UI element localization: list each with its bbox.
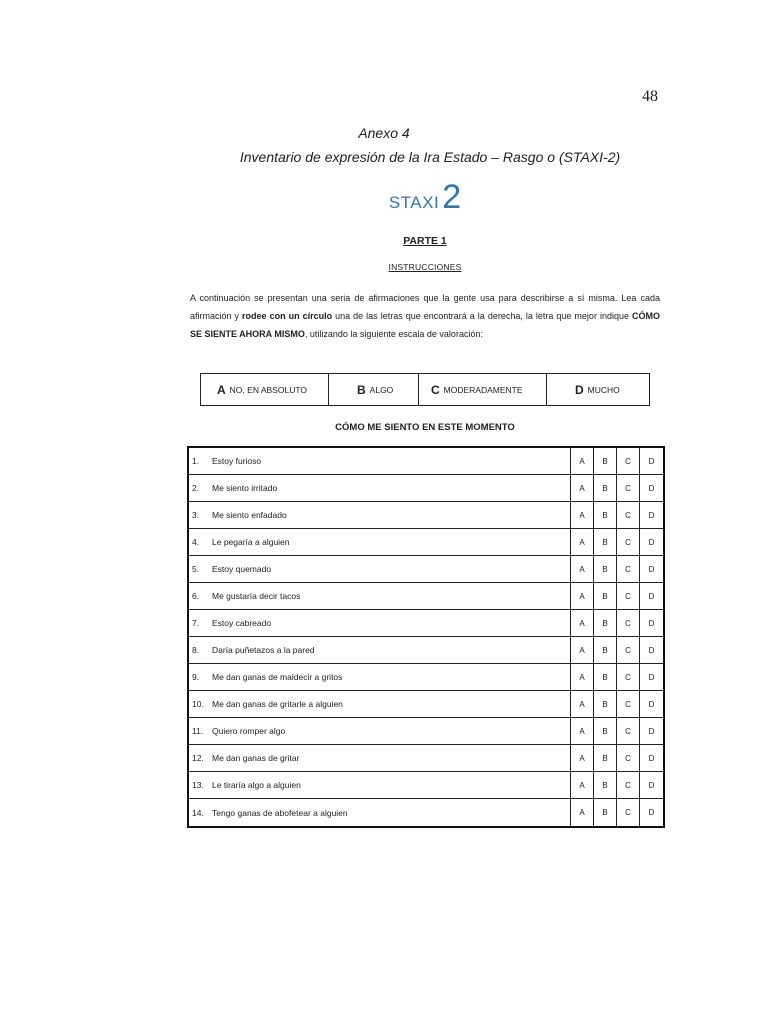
staxi-logo: [0, 178, 768, 217]
option-d-cell[interactable]: D: [648, 645, 655, 655]
item-text: Daría puñetazos a la pared: [212, 645, 315, 655]
scale-letter: C: [431, 382, 440, 397]
item-statement: [189, 745, 571, 771]
option-b-cell[interactable]: B: [594, 529, 617, 555]
page-number: 48: [642, 88, 658, 105]
option-b-cell[interactable]: B: [594, 718, 617, 744]
table-title: CÓMO ME SIENTO EN ESTE MOMENTO: [335, 422, 515, 433]
option-b-cell[interactable]: B: [594, 556, 617, 582]
item-number: 10.: [192, 699, 204, 709]
table-row: [189, 583, 663, 610]
option-a-cell[interactable]: A: [571, 637, 594, 663]
item-number: 11.: [192, 726, 204, 736]
option-a-cell[interactable]: A: [571, 583, 594, 609]
table-row: [189, 637, 663, 664]
logo-text: STAXI: [388, 193, 440, 212]
item-number: 1.: [192, 456, 200, 466]
item-number: 3.: [192, 510, 200, 520]
table-row: [189, 799, 663, 826]
scale-option-c: [419, 374, 547, 405]
option-c-cell[interactable]: C: [617, 799, 640, 826]
item-statement: [189, 448, 571, 474]
scale-label: NO, EN ABSOLUTO: [229, 384, 307, 395]
option-d-cell[interactable]: D: [648, 618, 655, 628]
scale-option-b: [329, 374, 419, 405]
item-statement: [189, 529, 571, 555]
item-statement: [189, 610, 571, 636]
item-number: 13.: [192, 780, 204, 790]
item-text: Le pegaría a alguien: [212, 537, 290, 547]
table-row: [189, 529, 663, 556]
table-row: [189, 502, 663, 529]
option-a-cell[interactable]: A: [571, 529, 594, 555]
scale-label: ALGO: [369, 384, 394, 395]
item-text: Me gustaría decir tacos: [212, 591, 301, 601]
table-row: [189, 448, 663, 475]
item-number: 2.: [192, 483, 200, 493]
instructions-text-2: una de las letras que encontrará a la derecha, la letra que mejor indique: [332, 311, 632, 321]
part-title: PARTE 1: [403, 235, 447, 247]
scale-letter: B: [357, 382, 366, 397]
option-c-cell[interactable]: C: [617, 502, 640, 528]
item-number: 4.: [192, 537, 200, 547]
item-text: Tengo ganas de abofetear a alguien: [212, 807, 348, 818]
table-row: [189, 610, 663, 637]
item-statement: [189, 799, 571, 826]
item-text: Estoy furioso: [212, 456, 262, 466]
annex-subtitle: Inventario de expresión de la Ira Estado – Rasgo o (STAXI-2): [239, 149, 621, 165]
item-statement: [189, 772, 571, 798]
scale-letter: A: [217, 382, 226, 397]
option-d-cell[interactable]: D: [648, 753, 655, 763]
item-text: Le tiraría algo a alguien: [212, 780, 301, 790]
item-statement: [189, 637, 571, 663]
option-c-cell[interactable]: C: [617, 718, 640, 744]
option-d-cell[interactable]: D: [648, 672, 655, 682]
option-c-cell[interactable]: C: [617, 664, 640, 690]
item-text: Quiero romper algo: [212, 726, 286, 736]
option-b-cell[interactable]: B: [594, 583, 617, 609]
option-c-cell[interactable]: C: [617, 610, 640, 636]
option-d-cell[interactable]: D: [648, 564, 655, 574]
instructions-title: INSTRUCCIONES: [388, 262, 462, 272]
option-b-cell[interactable]: B: [594, 772, 617, 798]
option-c-cell[interactable]: C: [617, 529, 640, 555]
item-text: Me siento enfadado: [212, 510, 287, 520]
instructions-bold-2: CÓMO SE SIENTE AHORA MISMO: [190, 311, 660, 339]
item-number: 7.: [192, 618, 200, 628]
option-d-cell[interactable]: D: [648, 780, 655, 790]
item-statement: [189, 583, 571, 609]
option-b-cell[interactable]: B: [594, 610, 617, 636]
option-a-cell[interactable]: A: [571, 502, 594, 528]
item-statement: [189, 475, 571, 501]
option-a-cell[interactable]: A: [571, 745, 594, 771]
option-b-cell[interactable]: B: [594, 448, 617, 474]
items-table: [187, 446, 665, 828]
annex-title: Anexo 4: [358, 125, 410, 141]
option-c-cell[interactable]: C: [617, 637, 640, 663]
option-c-cell[interactable]: C: [617, 583, 640, 609]
item-number: 12.: [192, 753, 204, 763]
option-a-cell[interactable]: A: [571, 475, 594, 501]
option-c-cell[interactable]: C: [617, 475, 640, 501]
option-a-cell[interactable]: A: [571, 718, 594, 744]
option-b-cell[interactable]: B: [594, 799, 617, 826]
item-number: 14.: [192, 807, 204, 818]
option-d-cell[interactable]: D: [648, 808, 655, 817]
item-text: Me siento irritado: [212, 483, 278, 493]
option-c-cell[interactable]: C: [617, 745, 640, 771]
item-number: 5.: [192, 564, 200, 574]
item-statement: [189, 664, 571, 690]
scale-option-a: [201, 374, 329, 405]
option-c-cell[interactable]: C: [617, 772, 640, 798]
option-a-cell[interactable]: A: [571, 610, 594, 636]
option-b-cell[interactable]: B: [594, 637, 617, 663]
table-row: [189, 475, 663, 502]
option-c-cell[interactable]: C: [617, 556, 640, 582]
option-d-cell[interactable]: D: [648, 591, 655, 601]
scale-label: MODERADAMENTE: [443, 384, 523, 395]
option-b-cell[interactable]: B: [594, 475, 617, 501]
item-text: Estoy quemado: [212, 564, 272, 574]
item-text: Me dan ganas de gritarle a alguien: [212, 699, 343, 709]
instructions-bold-1: rodee con un círculo: [242, 311, 333, 321]
item-number: 6.: [192, 591, 200, 601]
option-b-cell[interactable]: B: [594, 691, 617, 717]
rating-scale: [200, 373, 650, 406]
option-b-cell[interactable]: B: [594, 745, 617, 771]
item-statement: [189, 691, 571, 717]
option-d-cell[interactable]: D: [648, 456, 655, 466]
logo-number: 2: [442, 178, 462, 216]
item-statement: [189, 718, 571, 744]
table-row: [189, 664, 663, 691]
option-a-cell[interactable]: A: [571, 799, 594, 826]
option-c-cell[interactable]: C: [617, 691, 640, 717]
option-d-cell[interactable]: D: [648, 510, 655, 520]
option-d-cell[interactable]: D: [648, 699, 655, 709]
table-row: [189, 772, 663, 799]
table-row: [189, 556, 663, 583]
option-d-cell[interactable]: D: [648, 726, 655, 736]
option-a-cell[interactable]: A: [571, 448, 594, 474]
instructions-text-1: A continuación se presentan una seria de afirmaciones que la gente usa para describirse a sí misma. Lea cada afirmación y: [190, 293, 660, 321]
instructions-paragraph: [190, 289, 660, 343]
option-c-cell[interactable]: C: [617, 448, 640, 474]
table-row: [189, 745, 663, 772]
option-b-cell[interactable]: B: [594, 664, 617, 690]
option-a-cell[interactable]: A: [571, 691, 594, 717]
scale-option-d: [547, 374, 649, 405]
option-a-cell[interactable]: A: [571, 664, 594, 690]
option-a-cell[interactable]: A: [571, 772, 594, 798]
scale-label: MUCHO: [587, 384, 620, 395]
item-text: Estoy cabreado: [212, 618, 272, 628]
item-text: Me dan ganas de maldecir a gritos: [212, 672, 343, 682]
option-b-cell[interactable]: B: [594, 502, 617, 528]
table-row: [189, 691, 663, 718]
scale-letter: D: [575, 382, 584, 397]
table-row: [189, 718, 663, 745]
option-a-cell[interactable]: A: [571, 556, 594, 582]
item-statement: [189, 502, 571, 528]
item-text: Me dan ganas de gritar: [212, 753, 300, 763]
item-number: 9.: [192, 672, 200, 682]
item-statement: [189, 556, 571, 582]
option-d-cell[interactable]: D: [648, 537, 655, 547]
item-number: 8.: [192, 645, 200, 655]
instructions-text-3: , utilizando la siguiente escala de valoración:: [304, 329, 483, 339]
option-d-cell[interactable]: D: [648, 483, 655, 493]
